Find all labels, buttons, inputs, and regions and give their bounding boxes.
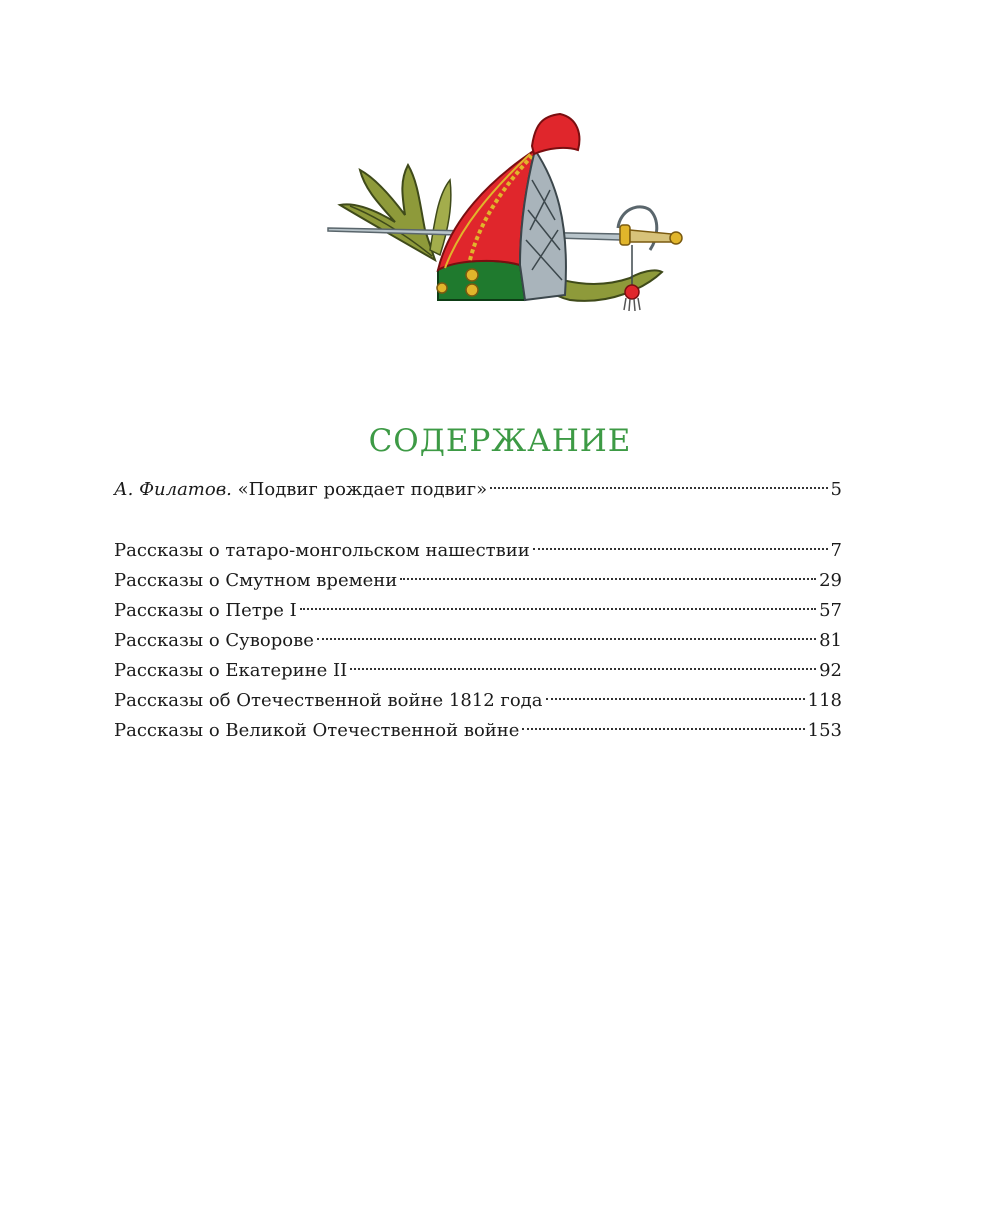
dot-leader <box>400 578 816 580</box>
dot-leader <box>317 638 816 640</box>
toc-entry-page: 5 <box>830 479 842 500</box>
toc-entry-label: Рассказы о Петре I <box>114 600 297 621</box>
toc-entry-label: Рассказы о Екатерине II <box>114 660 348 681</box>
table-of-contents <box>114 475 842 746</box>
toc-entry-page: 29 <box>819 570 842 591</box>
cossack-hat-and-saber-icon <box>320 110 690 320</box>
toc-entry-intro[interactable] <box>114 475 842 505</box>
toc-entry-page: 7 <box>830 540 842 561</box>
toc-entry[interactable] <box>114 566 842 596</box>
toc-entry-page: 118 <box>807 690 842 711</box>
toc-entry-author: А. Филатов. <box>114 479 232 500</box>
toc-entry[interactable] <box>114 686 842 716</box>
illustration <box>320 110 690 320</box>
toc-entry-page: 92 <box>819 660 842 681</box>
toc-entry-page: 57 <box>819 600 842 621</box>
toc-entry[interactable] <box>114 536 842 566</box>
toc-entry-label <box>114 475 487 505</box>
toc-entry-label: Рассказы о татаро-монгольском нашествии <box>114 540 530 561</box>
dot-leader <box>533 548 828 550</box>
toc-entry-page: 153 <box>807 720 842 741</box>
toc-entry-label: Рассказы о Смутном времени <box>114 570 398 591</box>
dot-leader <box>522 728 804 730</box>
dot-leader <box>300 608 816 610</box>
dot-leader <box>490 487 827 489</box>
toc-entry[interactable] <box>114 596 842 626</box>
toc-entry-page: 81 <box>819 630 842 651</box>
toc-entry-label: Рассказы об Отечественной войне 1812 года <box>114 690 543 711</box>
toc-entry[interactable] <box>114 626 842 656</box>
toc-entry-label: Рассказы о Великой Отечественной войне <box>114 720 520 741</box>
toc-entry-label: Рассказы о Суворове <box>114 630 314 651</box>
dot-leader <box>546 698 805 700</box>
toc-entry[interactable] <box>114 716 842 746</box>
toc-entry[interactable] <box>114 656 842 686</box>
toc-entry-title: «Подвиг рождает подвиг» <box>237 479 488 500</box>
page-title: СОДЕРЖАНИЕ <box>368 422 632 459</box>
dot-leader <box>350 668 816 670</box>
